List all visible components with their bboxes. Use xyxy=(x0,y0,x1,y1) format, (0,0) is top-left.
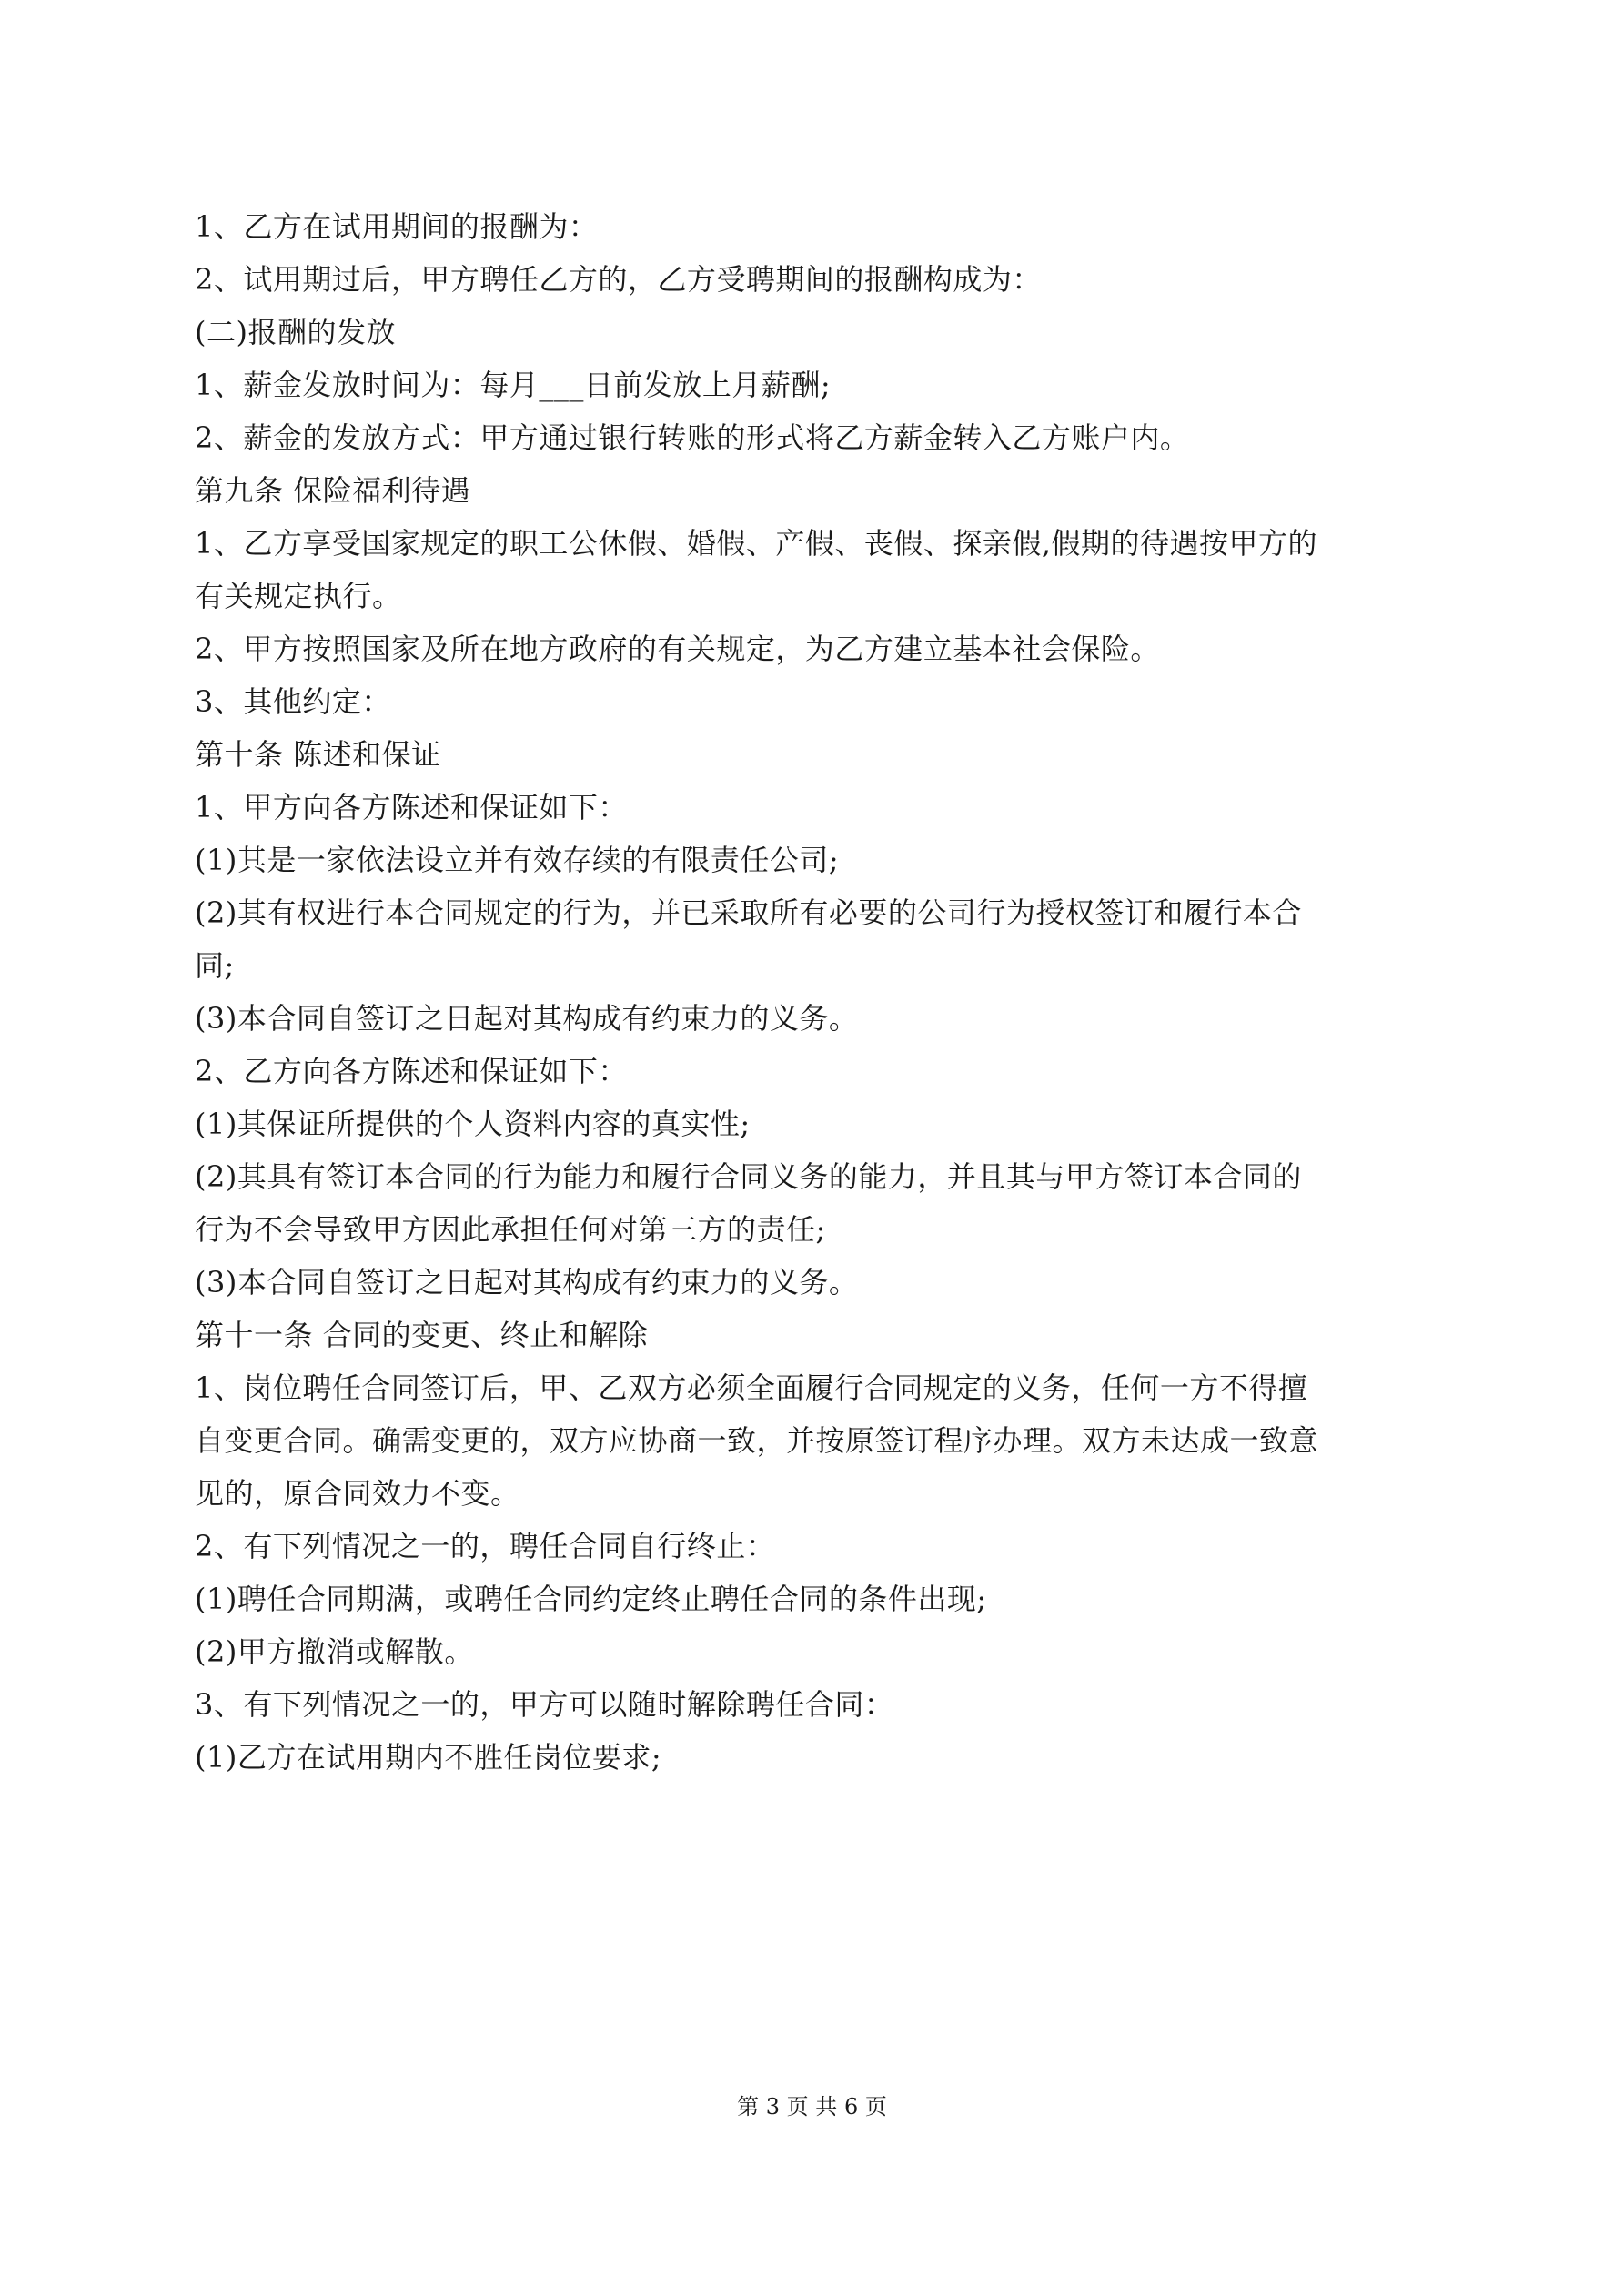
text-line: 3、其他约定： xyxy=(195,684,391,719)
text-line: (2)甲方撤消或解散。 xyxy=(195,1634,474,1669)
document-body xyxy=(195,200,1441,1784)
text-line: 1、薪金发放时间为：每月___日前发放上月薪酬; xyxy=(195,368,832,402)
text-line: 有关规定执行。 xyxy=(195,579,402,613)
text-line: (2)其具有签订本合同的行为能力和履行合同义务的能力，并且其与甲方签订本合同的 xyxy=(195,1159,1302,1194)
article-heading: 第十一条 合同的变更、终止和解除 xyxy=(195,1318,649,1352)
page-footer: 第 3 页 共 6 页 xyxy=(737,2094,887,2119)
text-line: 1、甲方向各方陈述和保证如下： xyxy=(195,790,628,824)
text-line: 2、乙方向各方陈述和保证如下： xyxy=(195,1054,628,1088)
article-heading: 第九条 保险福利待遇 xyxy=(195,473,471,508)
text-line: (1)其保证所提供的个人资料内容的真实性; xyxy=(195,1107,751,1141)
text-line: 2、有下列情况之一的，聘任合同自行终止： xyxy=(195,1529,776,1563)
text-line: 3、有下列情况之一的，甲方可以随时解除聘任合同： xyxy=(195,1687,894,1722)
text-line: 见的，原合同效力不变。 xyxy=(195,1476,520,1511)
text-line: 1、岗位聘任合同签订后，甲、乙双方必须全面履行合同规定的义务，任何一方不得擅 xyxy=(195,1371,1308,1405)
text-line: 同; xyxy=(195,948,235,983)
section-heading: (二)报酬的发放 xyxy=(195,315,396,349)
text-line: 2、薪金的发放方式：甲方通过银行转账的形式将乙方薪金转入乙方账户内。 xyxy=(195,420,1190,455)
text-line: (1)乙方在试用期内不胜任岗位要求; xyxy=(195,1740,662,1775)
text-line: 1、乙方在试用期间的报酬为： xyxy=(195,209,599,244)
text-line: 2、甲方按照国家及所在地方政府的有关规定，为乙方建立基本社会保险。 xyxy=(195,632,1160,666)
text-line: 行为不会导致甲方因此承担任何对第三方的责任; xyxy=(195,1212,826,1247)
text-line: (3)本合同自签订之日起对其构成有约束力的义务。 xyxy=(195,1265,859,1300)
text-line: (1)聘任合同期满，或聘任合同约定终止聘任合同的条件出现; xyxy=(195,1582,987,1616)
article-heading: 第十条 陈述和保证 xyxy=(195,737,441,772)
text-line: (3)本合同自签订之日起对其构成有约束力的义务。 xyxy=(195,1001,859,1036)
text-line: 2、试用期过后，甲方聘任乙方的，乙方受聘期间的报酬构成为： xyxy=(195,262,1042,297)
text-line: 1、乙方享受国家规定的职工公休假、婚假、产假、丧假、探亲假,假期的待遇按甲方的 xyxy=(195,526,1318,561)
text-line: (2)其有权进行本合同规定的行为，并已采取所有必要的公司行为授权签订和履行本合 xyxy=(195,895,1302,930)
text-line: 自变更合同。确需变更的，双方应协商一致，并按原签订程序办理。双方未达成一致意 xyxy=(195,1423,1319,1458)
text-line: (1)其是一家依法设立并有效存续的有限责任公司; xyxy=(195,843,840,877)
